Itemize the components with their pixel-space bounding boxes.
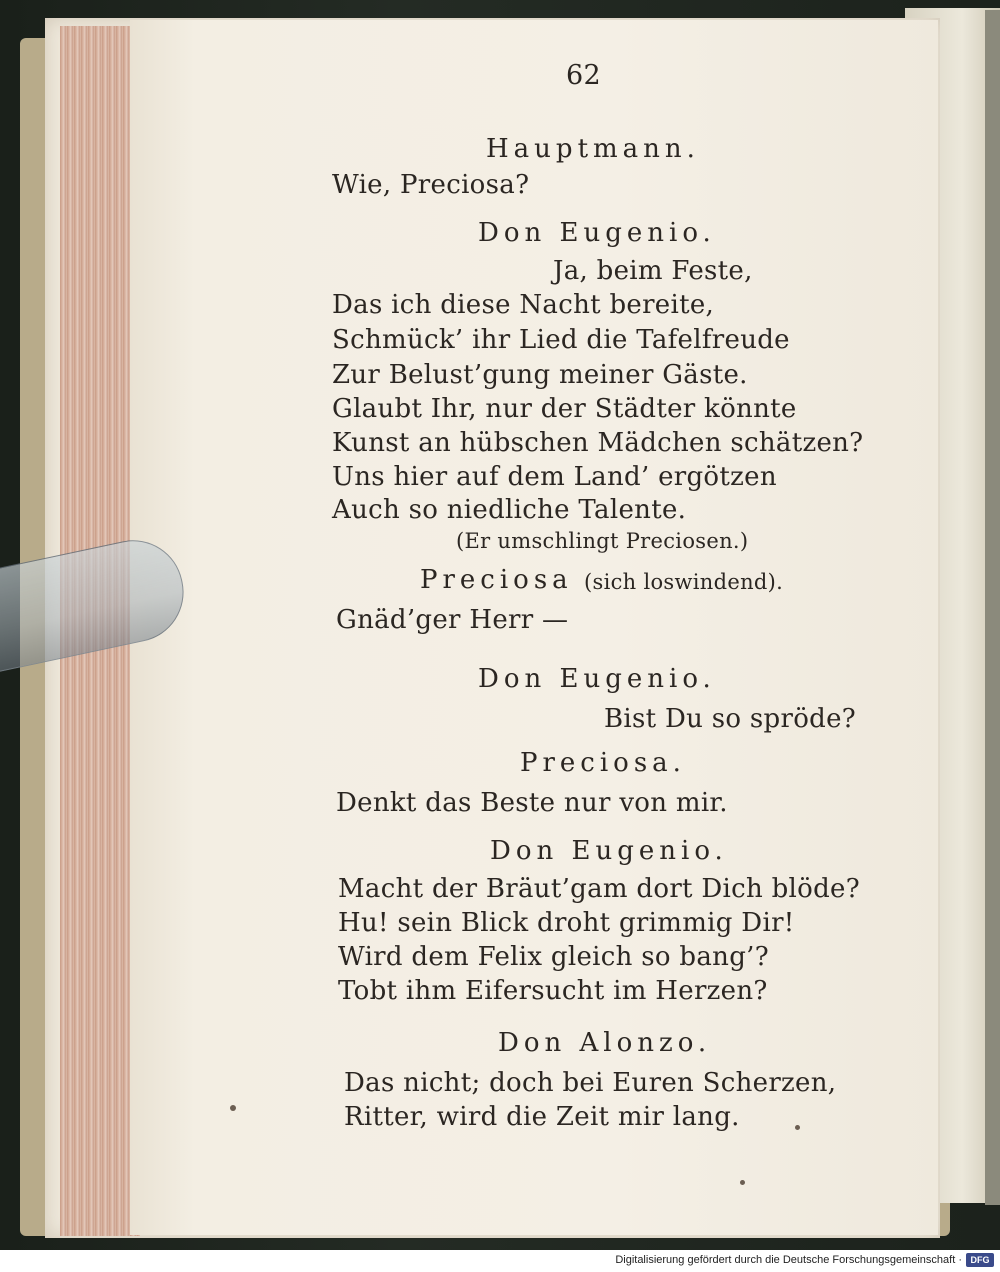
verse-line: Hu! sein Blick droht grimmig Dir! (338, 908, 795, 938)
digitization-footer (0, 1250, 1000, 1272)
verse-line: Gnäd’ger Herr — (336, 605, 569, 635)
speaker-hauptmann: Hauptmann. (486, 134, 700, 164)
footer-credit: Digitalisierung gefördert durch die Deutsche Forschungsgemeinschaft · (615, 1254, 962, 1266)
verse-line: Denkt das Beste nur von mir. (336, 788, 728, 818)
verse-line: Tobt ihm Eifersucht im Herzen? (338, 976, 768, 1006)
speaker-don-alonzo: Don Alonzo. (498, 1028, 712, 1058)
verse-line: Kunst an hübschen Mädchen schätzen? (332, 428, 864, 458)
verse-line: Bist Du so spröde? (604, 704, 857, 734)
stage-direction: (sich loswindend). (584, 570, 784, 594)
speaker-don-eugenio: Don Eugenio. (490, 836, 728, 866)
verse-line: Schmück’ ihr Lied die Tafelfreude (332, 325, 790, 355)
verse-line: Das ich diese Nacht bereite, (332, 290, 715, 320)
paper-speck (740, 1180, 745, 1185)
verse-line: Wird dem Felix gleich so bang’? (338, 942, 769, 972)
verse-line: Ritter, wird die Zeit mir lang. (344, 1102, 740, 1132)
stage-direction: (Er umschlingt Preciosen.) (456, 529, 749, 553)
verse-line: Auch so niedliche Talente. (332, 495, 687, 525)
verse-line: Ja, beim Feste, (553, 256, 753, 286)
verse-line: Macht der Bräut’gam dort Dich blöde? (338, 874, 860, 904)
paper-speck (795, 1125, 800, 1130)
speaker-don-eugenio: Don Eugenio. (478, 664, 716, 694)
verse-line: Wie, Preciosa? (332, 170, 530, 200)
speaker-don-eugenio: Don Eugenio. (478, 218, 716, 248)
page-number: 62 (566, 60, 601, 91)
paper-speck (230, 1105, 236, 1111)
verse-line: Zur Belust’gung meiner Gäste. (332, 360, 748, 390)
verse-line: Das nicht; doch bei Euren Scherzen, (344, 1068, 837, 1098)
speaker-preciosa: Preciosa (420, 565, 573, 595)
dfg-logo-icon: DFG (966, 1253, 994, 1267)
verse-line: Uns hier auf dem Land’ ergötzen (332, 462, 777, 492)
verse-line: Glaubt Ihr, nur der Städter könnte (332, 394, 797, 424)
speaker-preciosa: Preciosa. (520, 748, 686, 778)
